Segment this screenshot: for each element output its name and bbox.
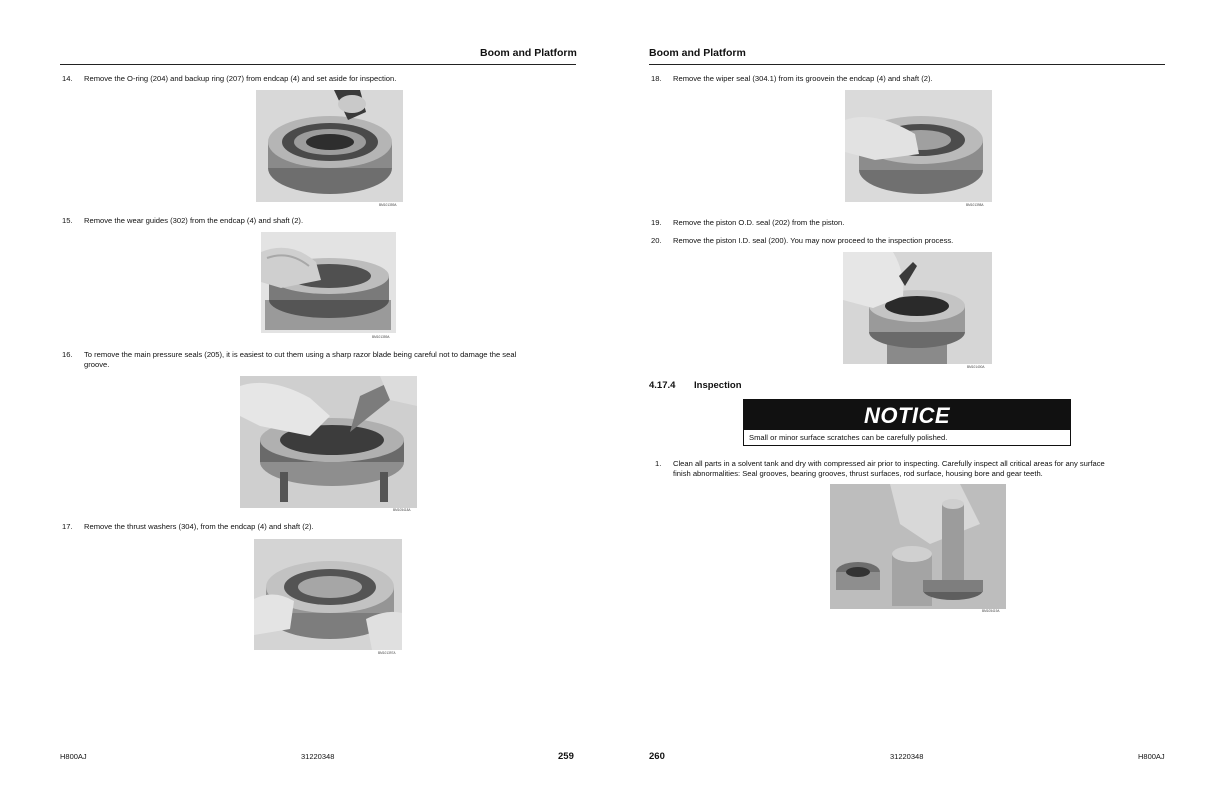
photo-code: BM105418A [393, 508, 411, 512]
photo-code: BM101398A [966, 203, 984, 207]
step-number: 1. [655, 459, 662, 468]
step-number: 19. [651, 218, 662, 227]
step-number: 20. [651, 236, 662, 245]
step-text-line: To remove the main pressure seals (205), it is easiest to cut them using a sharp razor blade being careful not to damage the seal [84, 350, 517, 359]
step-text: Remove the thrust washers (304), from the endcap (4) and shaft (2). [84, 522, 314, 531]
step-text-line: groove. [84, 360, 110, 369]
footer-page-number: 260 [649, 751, 665, 762]
step-number: 14. [62, 74, 73, 83]
photo-code: BM105419A [982, 609, 1000, 613]
footer-model: H800AJ [60, 752, 87, 761]
photo-wiper-seal [845, 90, 992, 202]
photo-wear-guides [261, 232, 396, 333]
right-header-title: Boom and Platform [649, 47, 746, 59]
step-number: 17. [62, 522, 73, 531]
step-text-line: finish abnormalities: Seal grooves, bearing grooves, thrust surfaces, rod surface, housing bore and gear teeth. [673, 469, 1043, 478]
step-text: Remove the wear guides (302) from the endcap (4) and shaft (2). [84, 216, 304, 225]
photo-razor-cut [240, 376, 417, 508]
footer-model: H800AJ [1138, 752, 1165, 761]
step-text-line: Clean all parts in a solvent tank and dry with compressed air prior to inspecting. Carefully inspect all critical areas for any surface [673, 459, 1105, 468]
notice-box [743, 399, 1071, 446]
step-number: 16. [62, 350, 73, 359]
footer-doc-number: 31220348 [301, 752, 335, 761]
photo-inspection-parts [830, 484, 1006, 609]
step-text [673, 459, 1105, 479]
footer-page-number: 259 [558, 751, 574, 762]
photo-code: BM101359A [379, 203, 397, 207]
left-header-title: Boom and Platform [480, 47, 577, 59]
notice-text: Small or minor surface scratches can be carefully polished. [749, 433, 948, 442]
photo-code: BM101397A [378, 651, 396, 655]
left-header-rule [60, 64, 576, 65]
photo-code: BM101400A [967, 365, 985, 369]
section-number: 4.17.4 [649, 380, 676, 391]
step-text: Remove the O-ring (204) and backup ring (207) from endcap (4) and set aside for inspection. [84, 74, 397, 83]
step-text [84, 350, 516, 370]
photo-endcap-oring [256, 90, 403, 202]
step-text: Remove the piston O.D. seal (202) from the piston. [673, 218, 845, 227]
photo-piston-seal [843, 252, 992, 364]
photo-thrust-washers [254, 539, 402, 650]
step-text: Remove the piston I.D. seal (200). You may now proceed to the inspection process. [673, 236, 954, 245]
section-title: Inspection [694, 380, 742, 391]
photo-code: BM101359A [372, 335, 390, 339]
step-number: 15. [62, 216, 73, 225]
step-text: Remove the wiper seal (304.1) from its groovein the endcap (4) and shaft (2). [673, 74, 933, 83]
step-number: 18. [651, 74, 662, 83]
right-page [612, 0, 1224, 792]
right-header-rule [649, 64, 1165, 65]
footer-doc-number: 31220348 [890, 752, 924, 761]
notice-label: NOTICE [744, 400, 1070, 430]
